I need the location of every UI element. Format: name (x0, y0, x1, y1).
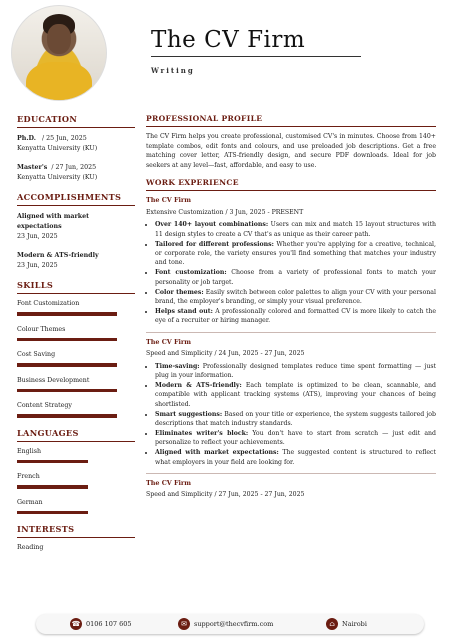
job-subtitle: Speed and Simplicity / 24 Jun, 2025 - 27 Jun, 2025 (146, 350, 305, 358)
profile-photo (11, 5, 107, 101)
job-bullet (155, 429, 436, 448)
accomplishment-date: 23 Jun, 2025 (17, 233, 58, 240)
skill-bar (17, 414, 117, 418)
photo-body (26, 62, 92, 101)
job-bullet (155, 268, 436, 287)
language-bar (17, 460, 88, 464)
accomplishment-title: Modern & ATS-friendly (17, 252, 99, 259)
education-item (17, 134, 135, 154)
skill-name: Font Customization (17, 300, 80, 307)
location-contact (326, 618, 367, 630)
job-company: The CV Firm (146, 337, 192, 346)
job-divider (146, 473, 436, 474)
skill-item (17, 351, 135, 367)
degree: Master's (17, 164, 48, 171)
bullet-lead: Eliminates writer's block: (155, 429, 249, 437)
job-bullets (146, 220, 436, 325)
cv-subtitle: Writing (151, 66, 195, 75)
section-rule (17, 293, 135, 294)
contact-footer (36, 614, 424, 634)
bullet-lead: Over 140+ layout combinations: (155, 221, 269, 229)
job-bullet (155, 381, 436, 409)
bullet-text: Users can mix and match 15 layout structures with 11 design styles to create a CV that's as unique as their career path. (155, 221, 436, 238)
accomplishment-item (17, 251, 135, 271)
skills-heading: SKILLS (17, 280, 54, 290)
skill-name: Cost Saving (17, 351, 56, 358)
language-item (17, 499, 135, 515)
job-bullet (155, 410, 436, 429)
job-bullets (146, 362, 436, 467)
skill-item (17, 326, 135, 342)
bullet-text: Choose from a variety of professional fonts to match your personality or job target. (155, 269, 436, 286)
bullet-text: A professionally colored and formatted CV is more likely to catch the eye of a recruiter or hiring manager. (155, 307, 436, 325)
email-contact[interactable] (178, 618, 273, 630)
accomplishment-item (17, 212, 135, 242)
skill-name: Business Development (17, 376, 90, 384)
skills-list (17, 300, 135, 418)
job-subtitle: Extensive Customization / 3 Jun, 2025 - PRESENT (146, 208, 304, 216)
bullet-lead: Time-saving: (155, 362, 200, 370)
job-bullet (155, 362, 436, 381)
job-subtitle: Speed and Simplicity / 27 Jun, 2025 - 27 Jun, 2025 (146, 491, 305, 499)
mail-icon: ✉ (178, 618, 190, 630)
section-rule (146, 126, 436, 127)
bullet-lead: Color themes: (155, 288, 204, 296)
job-bullet (155, 240, 436, 268)
profile-summary: The CV Firm helps you create professional, customised CV's in minutes. Choose from 140+ template combos, edit fonts and colours, and use preloaded job descriptions. Get a free matching cover letter, ATS-friendly design, and secure PDF downloads. Ideal for job seekers at any level—fast, affordable, and easy to use. (146, 133, 436, 169)
job-divider (146, 332, 436, 333)
accomplishments-heading: ACCOMPLISHMENTS (17, 192, 122, 202)
skill-item (17, 300, 135, 316)
skill-name: Content Strategy (17, 402, 72, 409)
languages-heading: LANGUAGES (17, 427, 79, 438)
cv-name: The CV Firm (151, 27, 306, 53)
bullet-lead: Aligned with market expectations: (155, 449, 279, 457)
skill-name: Colour Themes (17, 325, 66, 333)
section-rule (17, 205, 135, 206)
interest-item: Reading (17, 544, 44, 551)
bullet-text: The suggested content is structured to reflect what employers in your field are looking for. (155, 449, 436, 466)
bullet-lead: Font customization: (155, 269, 227, 277)
degree: Ph.D. (17, 135, 36, 142)
skill-bar (17, 363, 117, 367)
section-rule (17, 127, 135, 128)
language-bar (17, 511, 88, 515)
language-name: German (17, 498, 43, 506)
skill-bar (17, 312, 117, 316)
bullet-text: Professionally designed templates reduce time spent formatting — just plug in your information. (155, 362, 436, 379)
bullet-text: Whether you're applying for a creative, technical, or corporate role, the variety ensures you'll find something that matches your industry and tone. (155, 240, 437, 267)
phone-contact[interactable] (70, 618, 132, 630)
bullet-lead: Helps stand out: (155, 307, 213, 315)
skill-bar (17, 389, 117, 393)
name-divider (151, 56, 361, 57)
phone-text: 0106 107 605 (86, 620, 132, 628)
bullet-lead: Tailored for different professions: (155, 240, 274, 248)
profile-heading: PROFESSIONAL PROFILE (146, 114, 263, 123)
job-company: The CV Firm (146, 196, 192, 205)
skill-item (17, 402, 135, 418)
job-bullet (155, 220, 436, 239)
experience-heading: WORK EXPERIENCE (146, 178, 239, 188)
photo-face (47, 24, 71, 54)
phone-icon: ☎ (71, 620, 81, 628)
language-bar (17, 485, 88, 489)
job-company: The CV Firm (146, 479, 192, 487)
location-text: Nairobi (342, 620, 367, 628)
section-rule (146, 190, 436, 191)
home-icon: ⌂ (326, 618, 338, 630)
language-item (17, 448, 135, 464)
interests-heading: INTERESTS (17, 524, 75, 534)
bullet-text: Based on your title or experience, the system suggests tailored job descriptions that match industry standards. (155, 410, 436, 427)
skill-item (17, 377, 135, 393)
bullet-text: Each template is optimized to be clean, scannable, and compatible with applicant tracking systems (ATS), improving your chances of being shortlisted. (155, 381, 436, 408)
email-text: support@thecvfirm.com (194, 620, 274, 628)
bullet-lead: Modern & ATS-friendly: (155, 381, 242, 389)
degree-date: / 27 Jun, 2025 (51, 164, 97, 171)
accomplishment-date: 23 Jun, 2025 (17, 262, 58, 269)
language-item (17, 473, 135, 489)
language-name: French (17, 473, 40, 480)
job-bullet (155, 448, 436, 467)
skill-bar (17, 338, 117, 342)
left-column (17, 114, 135, 551)
bullet-text: Easily switch between color palettes to align your CV with your personal brand, the employer's branding, or simply your visual preference. (155, 288, 436, 305)
bullet-lead: Smart suggestions: (155, 410, 223, 418)
job-bullet (155, 307, 436, 326)
section-rule (17, 537, 135, 538)
accomplishment-title: Aligned with market expectations (17, 213, 90, 230)
language-name: English (17, 447, 41, 455)
jobs-list (146, 196, 436, 499)
school: Kenyatta University (KU) (17, 174, 98, 181)
school: Kenyatta University (KU) (17, 145, 98, 152)
right-column (146, 114, 436, 503)
section-rule (17, 441, 135, 442)
job-bullet (155, 288, 436, 307)
degree-date: / 25 Jun, 2025 (41, 135, 87, 142)
bullet-text: You don't have to start from scratch — just edit and personalize to reflect your achievements. (155, 429, 437, 447)
education-heading: EDUCATION (17, 114, 78, 124)
education-item (17, 163, 135, 183)
